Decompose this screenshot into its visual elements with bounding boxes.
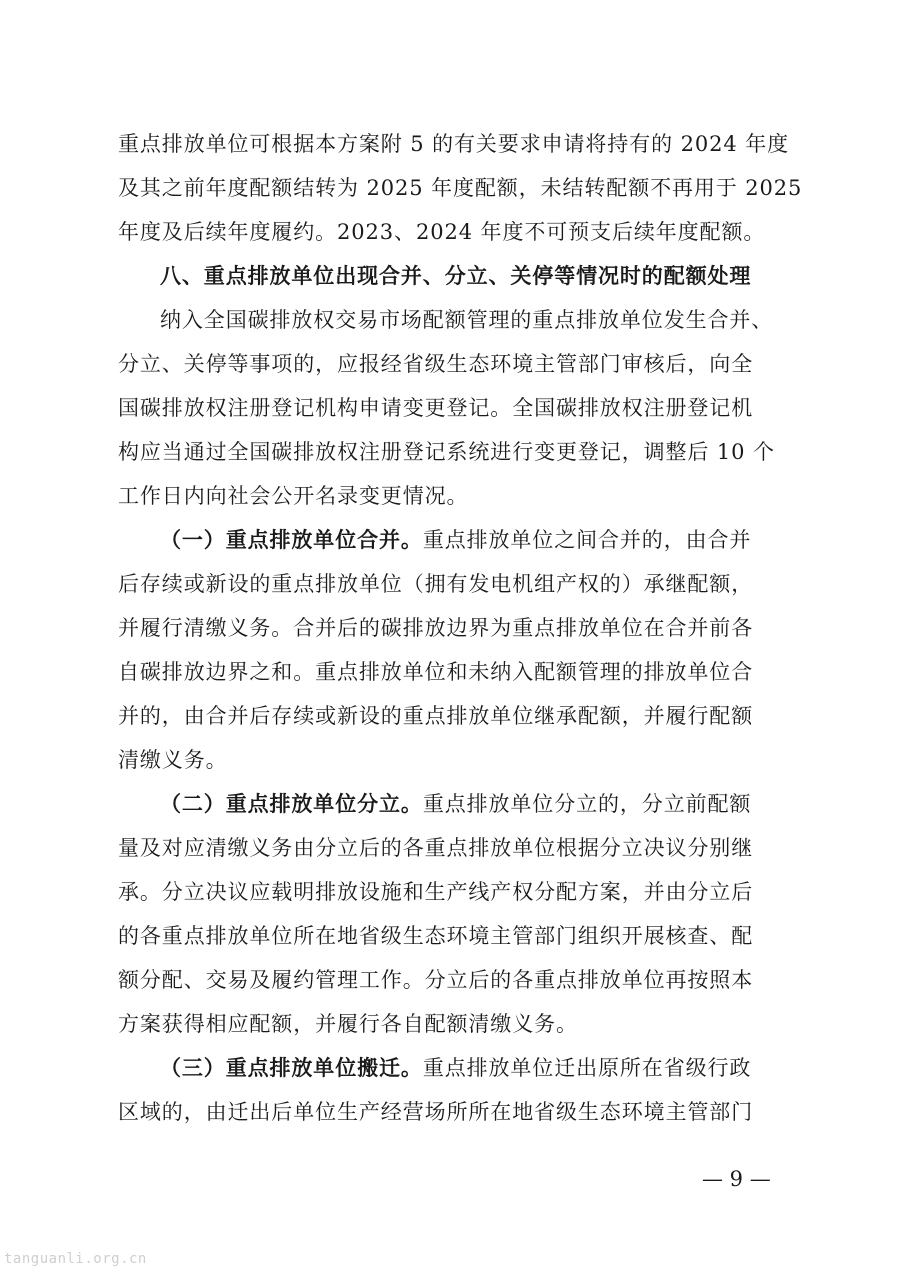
paragraph-line: 分立、关停等事项的，应报经省级生态环境主管部门审核后，向全 [118,352,754,376]
subsection-split-first-line [160,791,751,817]
paragraph-line: 量及对应清缴义务由分立后的各重点排放单位根据分立决议分别继 [118,836,754,860]
paragraph-line: 纳入全国碳排放权交易市场配额管理的重点排放单位发生合并、 [160,308,774,332]
paragraph-line: 区域的，由迁出后单位生产经营场所所在地省级生态环境主管部门 [118,1100,754,1124]
paragraph-line: 方案获得相应配额，并履行各自配额清缴义务。 [118,1012,578,1036]
subsection-merger-first-line [160,527,751,553]
paragraph-line: 重点排放单位可根据本方案附 5 的有关要求申请将持有的 2024 年度 [118,132,790,156]
section-heading-8: 八、重点排放单位出现合并、分立、关停等情况时的配额处理 [160,263,752,288]
subsection-title-merger: （一）重点排放单位合并。 [160,527,423,552]
paragraph-line: 额分配、交易及履约管理工作。分立后的各重点排放单位再按照本 [118,968,754,992]
paragraph-text: 重点排放单位迁出原所在省级行政 [422,1056,752,1080]
paragraph-line: 并的，由合并后存续或新设的重点排放单位继承配额，并履行配额 [118,704,754,728]
paragraph-line: 及其之前年度配额结转为 2025 年度配额，未结转配额不再用于 2025 [118,176,803,200]
paragraph-line: 年度及后续年度履约。2023、2024 年度不可预支后续年度配额。 [118,220,766,244]
subsection-relocation-first-line [160,1055,751,1081]
paragraph-line: 工作日内向社会公开名录变更情况。 [118,484,469,508]
page-number: — 9 — [702,1167,771,1191]
paragraph-text: 重点排放单位之间合并的，由合并 [422,528,752,552]
paragraph-line: 清缴义务。 [118,748,228,772]
paragraph-line: 承。分立决议应载明排放设施和生产线产权分配方案，并由分立后 [118,880,754,904]
subsection-title-split: （二）重点排放单位分立。 [160,791,423,816]
paragraph-text: 重点排放单位分立的，分立前配额 [422,792,752,816]
subsection-title-relocation: （三）重点排放单位搬迁。 [160,1055,423,1080]
watermark-text: tanguanli.org.cn [4,1251,147,1267]
paragraph-line: 国碳排放权注册登记机构申请变更登记。全国碳排放权注册登记机 [118,396,754,420]
paragraph-line: 并履行清缴义务。合并后的碳排放边界为重点排放单位在合并前各 [118,616,754,640]
paragraph-line: 的各重点排放单位所在地省级生态环境主管部门组织开展核查、配 [118,924,754,948]
paragraph-line: 构应当通过全国碳排放权注册登记系统进行变更登记，调整后 10 个 [118,440,775,464]
paragraph-line: 自碳排放边界之和。重点排放单位和未纳入配额管理的排放单位合 [118,660,754,684]
paragraph-line: 后存续或新设的重点排放单位（拥有发电机组产权的）承继配额， [118,572,754,596]
